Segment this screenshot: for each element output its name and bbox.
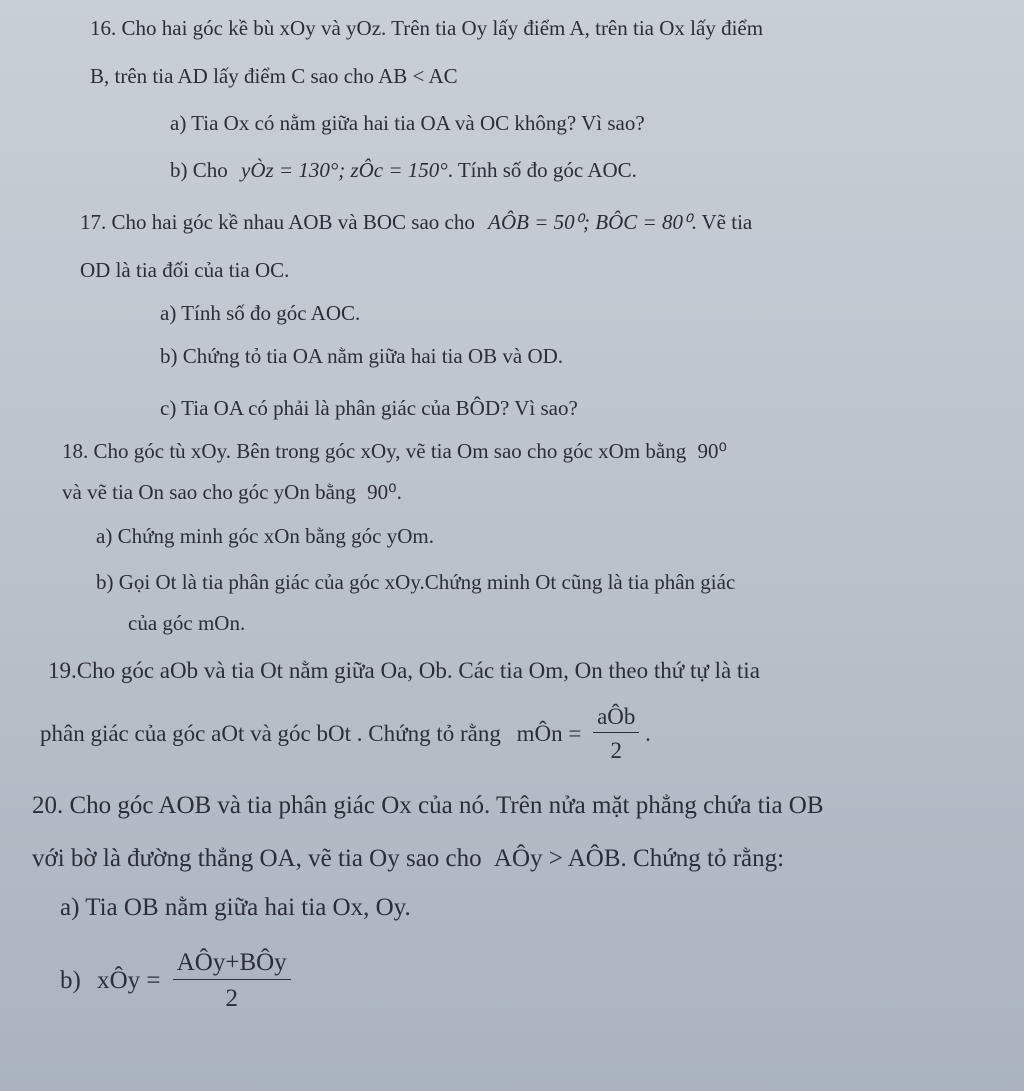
p16-line1: 16. Cho hai góc kề bù xOy và yOz. Trên tia Oy lấy điểm A, trên tia Ox lấy điểm [90,16,764,40]
p18-part-a: a) Chứng minh góc xOn bằng góc yOm. [96,524,434,548]
p20-fraction-denominator: 2 [225,985,238,1012]
p20-fraction [173,950,291,1011]
p18-line2 [62,482,402,503]
p16-b-math: yÒz = 130°; zÔc = 150° [241,158,448,182]
p20-line2 [32,846,784,871]
p18-part-b1: b) Gọi Ot là tia phân giác của góc xOy.Chứng minh Ot cũng là tia phân giác [96,570,736,594]
p19-fraction [593,705,639,762]
p20-line1: 20. Cho góc AOB và tia phân giác Ox của nó. Trên nửa mặt phẳng chứa tia OB [32,792,824,819]
p20-fraction-numerator: AÔy+BÔy [173,950,291,980]
p20-b-lhs: xÔy = [97,967,161,994]
p17-part-b: b) Chứng tỏ tia OA nằm giữa hai tia OB và OD. [160,344,564,368]
p16-part-a: a) Tia Ox có nằm giữa hai tia OA và OC không? Vì sao? [170,111,645,135]
p19-line2-end: . [645,721,651,746]
p17-line2: OD là tia đối của tia OC. [80,258,290,282]
p19-fraction-denominator: 2 [610,738,622,763]
p20-b-prefix: b) [60,967,81,994]
p19-fraction-numerator: aÔb [593,705,639,733]
p18-line1 [62,441,727,462]
p20-line2-suffix: . Chứng tỏ rằng: [620,845,785,872]
p19-line2-text: phân giác của góc aOt và góc bOt . Chứng tỏ rằng [40,721,501,746]
p20-line2-text: với bờ là đường thẳng OA, vẽ tia Oy sao cho [32,845,482,872]
p17-line1 [80,212,752,233]
p17-part-a: a) Tính số đo góc AOC. [160,301,361,325]
p18-line2-text: và vẽ tia On sao cho góc yOn bằng [62,480,356,504]
p19-line2 [40,705,651,762]
p20-line2-math: AÔy > AÔB [493,845,621,872]
p20-part-a: a) Tia OB nằm giữa hai tia Ox, Oy. [60,894,411,921]
p17-line1-math: AÔB = 50⁰; BÔC = 80⁰ [488,210,692,234]
p17-line1-suffix: . Vẽ tia [691,210,753,234]
p18-line1-text: 18. Cho góc tù xOy. Bên trong góc xOy, vẽ tia Om sao cho góc xOm bằng [62,439,687,463]
p18-part-b2: của góc mOn. [128,611,246,635]
p18-line1-math: 90⁰ [697,439,727,463]
p18-line2-math: 90⁰. [367,480,402,504]
p16-b-prefix: b) Cho [170,158,228,182]
p20-part-b [60,950,291,1011]
p19-line1: 19.Cho góc aOb và tia Ot nằm giữa Oa, Ob. Các tia Om, On theo thứ tự là tia [48,658,760,683]
p17-line1-text: 17. Cho hai góc kề nhau AOB và BOC sao cho [80,210,475,234]
p17-part-c: c) Tia OA có phải là phân giác của BÔD? Vì sao? [160,396,578,420]
p19-line2-lhs: mÔn = [516,721,582,746]
p16-part-b [170,160,637,181]
p16-line2: B, trên tia AD lấy điểm C sao cho AB < AC [90,64,458,88]
p16-b-suffix: . Tính số đo góc AOC. [447,158,637,182]
